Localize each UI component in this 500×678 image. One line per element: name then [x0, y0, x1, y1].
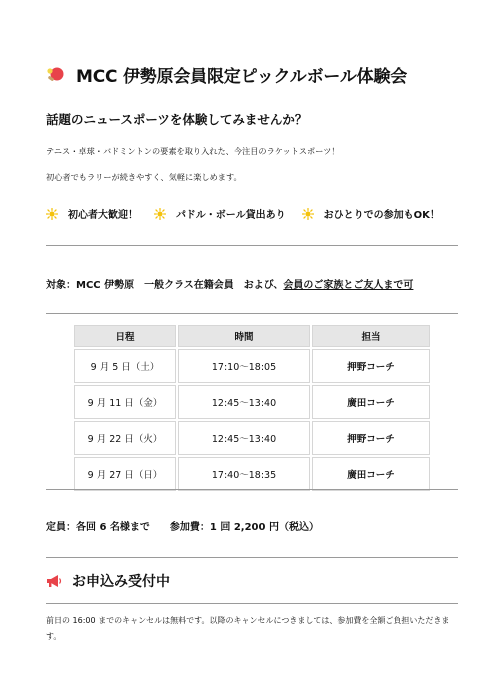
- cell-time: 17:40～18:35: [178, 457, 310, 491]
- sun-icon: [154, 208, 166, 220]
- divider: [46, 245, 458, 246]
- cell-coach: 押野コーチ: [312, 349, 430, 383]
- intro-subtitle: 話題のニュースポーツを体験してみませんか？: [46, 112, 308, 127]
- cell-coach: 廣田コーチ: [312, 457, 430, 491]
- cell-coach: 押野コーチ: [312, 421, 430, 455]
- cell-date: 9 月 27 日（日）: [74, 457, 176, 491]
- divider: [46, 557, 458, 558]
- schedule-table: [72, 323, 432, 493]
- pickleball-paddle-icon: [46, 67, 66, 83]
- sun-icon: [302, 208, 314, 220]
- megaphone-icon: [46, 574, 62, 588]
- header-date: 日程: [74, 325, 176, 347]
- table-row: [74, 385, 430, 419]
- cell-coach: 廣田コーチ: [312, 385, 430, 419]
- cell-time: 12:45～13:40: [178, 421, 310, 455]
- table-row: [74, 349, 430, 383]
- apply-heading-text: お申込み受付中: [72, 574, 170, 590]
- apply-heading: [46, 571, 170, 591]
- cell-time: 17:10～18:05: [178, 349, 310, 383]
- capacity-text: 定員：各回 6 名様まで: [46, 522, 150, 533]
- cell-time: 12:45～13:40: [178, 385, 310, 419]
- header-coach: 担当: [312, 325, 430, 347]
- feature-list: [46, 206, 456, 221]
- feature-label: 初心者大歓迎！: [68, 210, 138, 221]
- cancellation-note: 前日の 16:00 までのキャンセルは無料です。以降のキャンセルにつきましては、参加費を全額ご負担いただきます。: [46, 616, 450, 641]
- target-prefix: 対象：MCC 伊勢原 一般クラス在籍会員 および、: [46, 280, 284, 291]
- fee-text: 参加費：1 回 2,200 円（税込）: [169, 522, 319, 533]
- feature-label: パドル・ボール貸出あり: [176, 210, 286, 221]
- capacity-fee-line: [46, 518, 319, 533]
- cell-date: 9 月 5 日（土）: [74, 349, 176, 383]
- feature-item: [302, 206, 440, 221]
- cell-date: 9 月 22 日（火）: [74, 421, 176, 455]
- feature-item: [46, 206, 138, 221]
- divider: [46, 313, 458, 314]
- feature-label: おひとりでの参加もOK！: [323, 210, 440, 221]
- page-title-text: MCC 伊勢原会員限定ピックルボール体験会: [76, 67, 408, 87]
- feature-item: [154, 206, 286, 221]
- header-time: 時間: [178, 325, 310, 347]
- cell-date: 9 月 11 日（金）: [74, 385, 176, 419]
- target-underlined: 会員のご家族とご友人まで可: [283, 280, 414, 291]
- target-audience: [46, 276, 413, 291]
- schedule-header-row: [74, 325, 430, 347]
- table-row: [74, 421, 430, 455]
- intro-line-2: 初心者でもラリーが続きやすく、気軽に楽しめます。: [46, 172, 242, 182]
- divider: [46, 489, 458, 490]
- divider: [46, 603, 458, 604]
- page-title: [46, 62, 407, 87]
- intro-line-1: テニス・卓球・バドミントンの要素を取り入れた、今注目のラケットスポーツ！: [46, 146, 340, 156]
- table-row: [74, 457, 430, 491]
- sun-icon: [46, 208, 58, 220]
